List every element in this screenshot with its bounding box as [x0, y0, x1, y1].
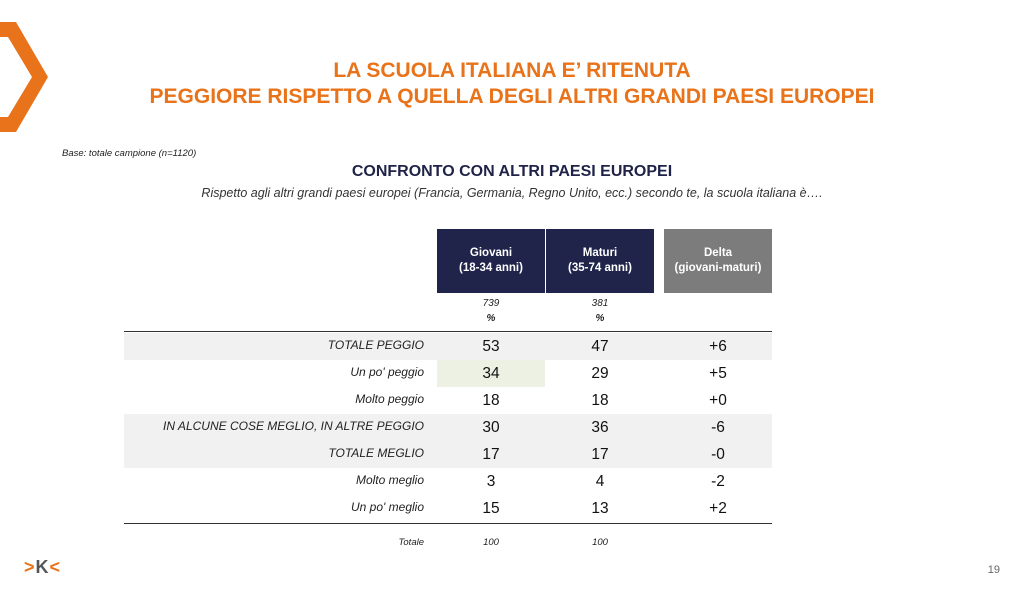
- section-subtitle: Rispetto agli altri grandi paesi europei (Francia, Germania, Regno Unito, ecc.) secondo te, la scuola italiana è….: [201, 186, 823, 200]
- column-header-label: Maturi: [582, 247, 618, 259]
- base-count-giovani: [437, 296, 545, 326]
- logo-letter: K: [35, 557, 50, 577]
- cell-maturi: 47: [591, 338, 609, 355]
- section-title: CONFRONTO CON ALTRI PAESI EUROPEI: [351, 163, 673, 180]
- cell-giovani: 30: [482, 419, 500, 436]
- logo-chevron-right: <: [49, 557, 62, 577]
- cell-delta: -6: [711, 419, 725, 436]
- cell-giovani: 3: [486, 473, 496, 490]
- row-label: TOTALE PEGGIO: [327, 338, 424, 352]
- page-title: [0, 58, 1024, 110]
- table-row: [124, 441, 772, 468]
- table-row: [124, 387, 772, 414]
- page-number: 19: [987, 564, 1000, 576]
- column-header-delta: [664, 229, 772, 293]
- row-label: Molto meglio: [355, 473, 424, 487]
- cell-delta: -0: [711, 446, 725, 463]
- column-header-label: Delta: [703, 247, 733, 259]
- page-title-line1: LA SCUOLA ITALIANA E’ RITENUTA: [333, 59, 691, 82]
- table-row: [124, 333, 772, 360]
- cell-delta: +0: [709, 392, 727, 409]
- table-row: [124, 468, 772, 495]
- row-label: TOTALE MEGLIO: [328, 446, 424, 460]
- table-top-rule: [124, 331, 772, 332]
- column-header-sublabel: (giovani-maturi): [674, 262, 762, 274]
- column-header-giovani: [437, 229, 545, 293]
- base-count-unit: %: [595, 313, 605, 324]
- cell-maturi: 36: [591, 419, 609, 436]
- cell-maturi: 29: [591, 365, 609, 382]
- table-row: [124, 414, 772, 441]
- cell-giovani: 15: [482, 500, 500, 517]
- page-title-line2: PEGGIORE RISPETTO A QUELLA DEGLI ALTRI GRANDI PAESI EUROPEI: [149, 85, 875, 108]
- cell-delta: +6: [709, 338, 727, 355]
- cell-maturi: 18: [591, 392, 609, 409]
- column-header-sublabel: (18-34 anni): [459, 262, 523, 274]
- total-row: [124, 537, 772, 551]
- logo-chevron-left: >: [24, 557, 36, 577]
- cell-giovani-highlighted: 34: [437, 360, 545, 387]
- cell-giovani: 53: [482, 338, 500, 355]
- cell-delta: +2: [709, 500, 727, 517]
- cell-giovani: 18: [482, 392, 500, 409]
- cell-delta: -2: [711, 473, 725, 490]
- column-header-maturi: [546, 229, 654, 293]
- cell-giovani: 17: [482, 446, 500, 463]
- row-label: Un po' meglio: [351, 500, 424, 514]
- table-bottom-rule: [124, 523, 772, 524]
- total-label: Totale: [398, 537, 424, 548]
- cell-maturi: 13: [591, 500, 609, 517]
- row-label: Un po' peggio: [350, 365, 424, 379]
- base-note: Base: totale campione (n=1120): [62, 148, 197, 159]
- table-row: [124, 360, 772, 387]
- brand-logo: [24, 557, 61, 578]
- cell-maturi: 4: [595, 473, 605, 490]
- cell-delta: +5: [709, 365, 727, 382]
- row-label: IN ALCUNE COSE MEGLIO, IN ALTRE PEGGIO: [163, 419, 424, 433]
- total-giovani: 100: [483, 537, 499, 548]
- base-count-value: 739: [482, 298, 500, 309]
- column-header-sublabel: (35-74 anni): [568, 262, 632, 274]
- cell-maturi: 17: [591, 446, 609, 463]
- total-maturi: 100: [592, 537, 608, 548]
- column-header-label: Giovani: [469, 247, 513, 259]
- base-count-value: 381: [591, 298, 609, 309]
- base-count-maturi: [546, 296, 654, 326]
- base-count-unit: %: [486, 313, 496, 324]
- table-row: [124, 495, 772, 522]
- row-label: Molto peggio: [355, 392, 424, 406]
